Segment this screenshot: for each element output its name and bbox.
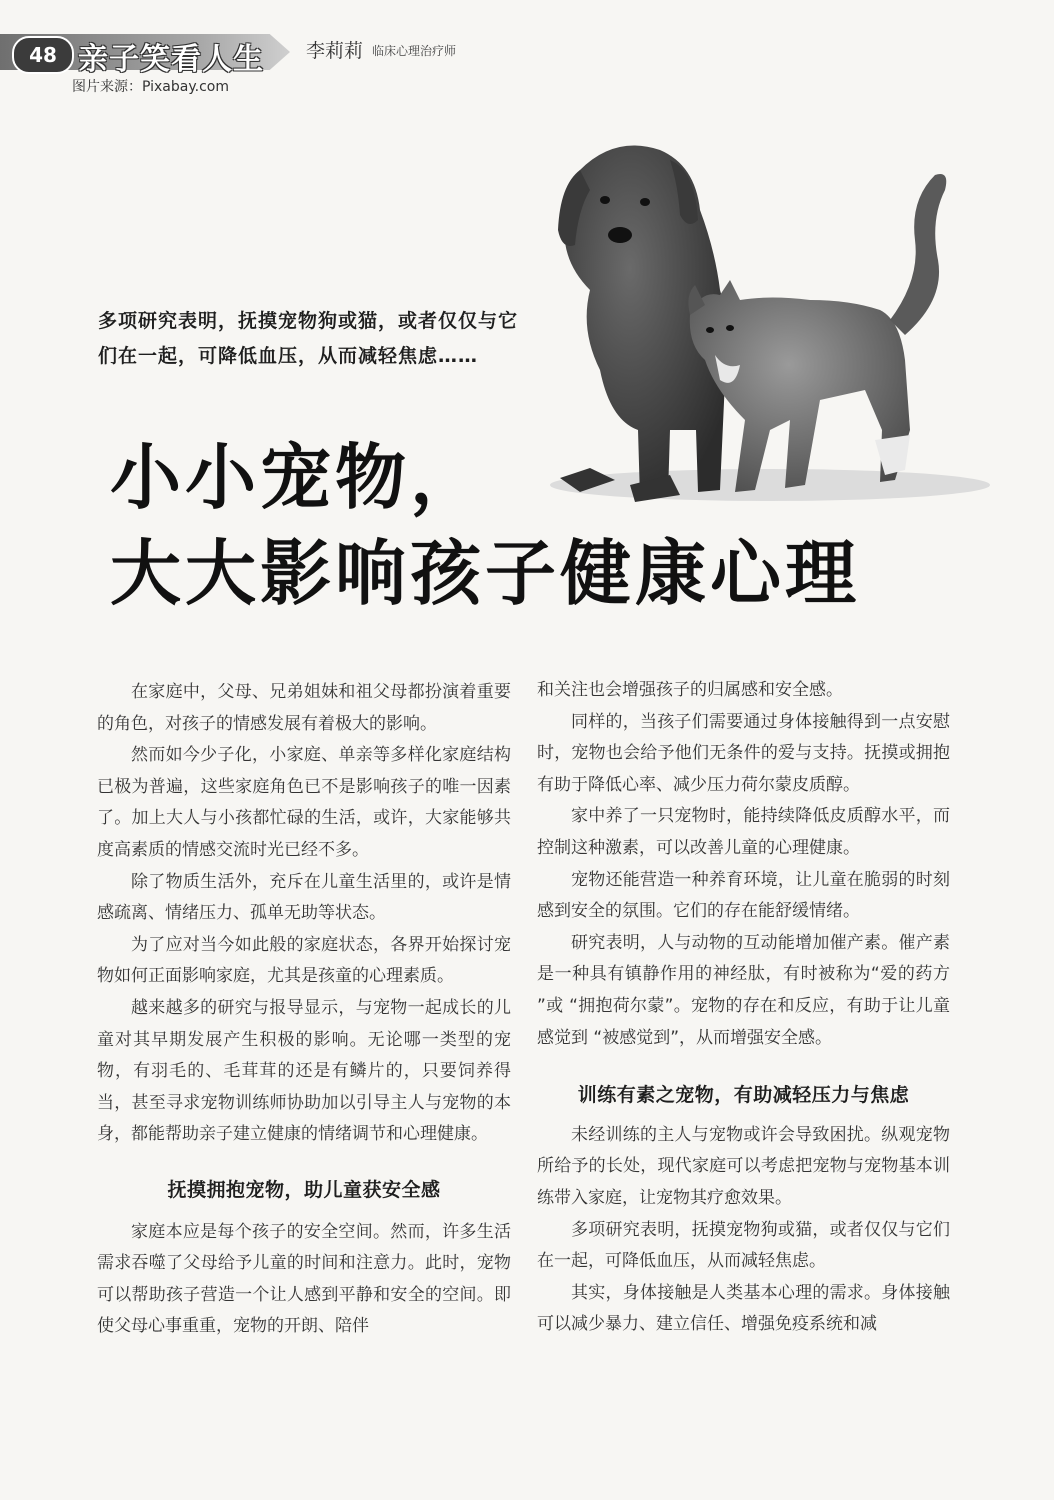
paragraph: 研究表明，人与动物的互动能增加催产素。催产素是一种具有镇静作用的神经肽，有时被称为“爱的药方 ”或 “拥抱荷尔蒙”。宠物的存在和反应，有助于让儿童感觉到 “被感觉到”，从而增强安全感。 [537,932,950,1048]
paragraph: 然而如今少子化，小家庭、单亲等多样化家庭结构已极为普遍，这些家庭角色已不是影响孩子的唯一因素了。加上大人与小孩都忙碌的生活，或许，大家能够共度高素质的情感交流时光已经不多。 [97,745,511,860]
paragraph: 同样的，当孩子们需要通过身体接触得到一点安慰时，宠物也会给予他们无条件的爱与支持。抚摸或拥抱有助于降低心率、减少压力荷尔蒙皮质醇。 [537,711,950,795]
column-title: 亲子笑看人生 [78,42,264,77]
paragraph: 多项研究表明，抚摸宠物狗或猫，或者仅仅与它们在一起，可降低血压，从而减轻焦虑。 [537,1219,950,1272]
paragraph: 在家庭中，父母、兄弟姐妹和祖父母都扮演着重要的角色，对孩子的情感发展有着极大的影响。 [97,682,511,734]
section-heading: 抚摸拥抱宠物，助儿童获安全感 [167,1178,441,1201]
title-line-1: 小小宠物， [110,436,486,519]
left-column [97,677,511,1343]
author-name: 李莉莉 [306,40,364,62]
article-title [110,430,1010,622]
author-role: 临床心理治疗师 [372,44,457,58]
paragraph: 宠物还能营造一种养育环境，让儿童在脆弱的时刻感到安全的氛围。它们的存在能舒缓情绪。 [537,869,950,922]
paragraph: 未经训练的主人与宠物或许会导致困扰。纵观宠物所给予的长处，现代家庭可以考虑把宠物与宠物基本训练带入家庭，让宠物其疗愈效果。 [537,1124,950,1208]
paragraph: 为了应对当今如此般的家庭状态，各界开始探讨宠物如何正面影响家庭，尤其是孩童的心理素质。 [97,934,511,987]
section-heading: 训练有素之宠物，有助减轻压力与焦虑 [577,1084,910,1107]
right-column [537,675,950,1341]
lead-paragraph: 多项研究表明，抚摸宠物狗或猫，或者仅仅与它们在一起，可降低血压，从而减轻焦虑…… [98,310,519,367]
paragraph: 其实，身体接触是人类基本心理的需求。身体接触可以减少暴力、建立信任、增强免疫系统和减 [537,1282,950,1335]
title-line-2: 大大影响孩子健康心理 [110,532,861,615]
paragraph: 越来越多的研究与报导显示，与宠物一起成长的儿童对其早期发展产生积极的影响。无论哪一类型的宠物，有羽毛的、毛茸茸的还是有鳞片的，只要饲养得当，甚至寻求宠物训练师协助加以引导主人与宠物的本身，都能帮助亲子建立健康的情绪调节和心理健康。 [97,997,511,1145]
paragraph: 除了物质生活外，充斥在儿童生活里的，或许是情感疏离、情绪压力、孤单无助等状态。 [97,871,511,924]
page-number: 48 [12,36,74,74]
page-header [0,30,300,77]
paragraph-continuation: 和关注也会增强孩子的归属感和安全感。 [537,680,843,700]
paragraph: 家中养了一只宠物时，能持续降低皮质醇水平，而控制这种激素，可以改善儿童的心理健康。 [537,806,950,858]
image-credit: 图片来源：Pixabay.com [72,79,229,95]
paragraph: 家庭本应是每个孩子的安全空间。然而，许多生活需求吞噬了父母给予儿童的时间和注意力。此时，宠物可以帮助孩子营造一个让人感到平静和安全的空间。即使父母心事重重，宠物的开朗、陪伴 [97,1221,511,1337]
